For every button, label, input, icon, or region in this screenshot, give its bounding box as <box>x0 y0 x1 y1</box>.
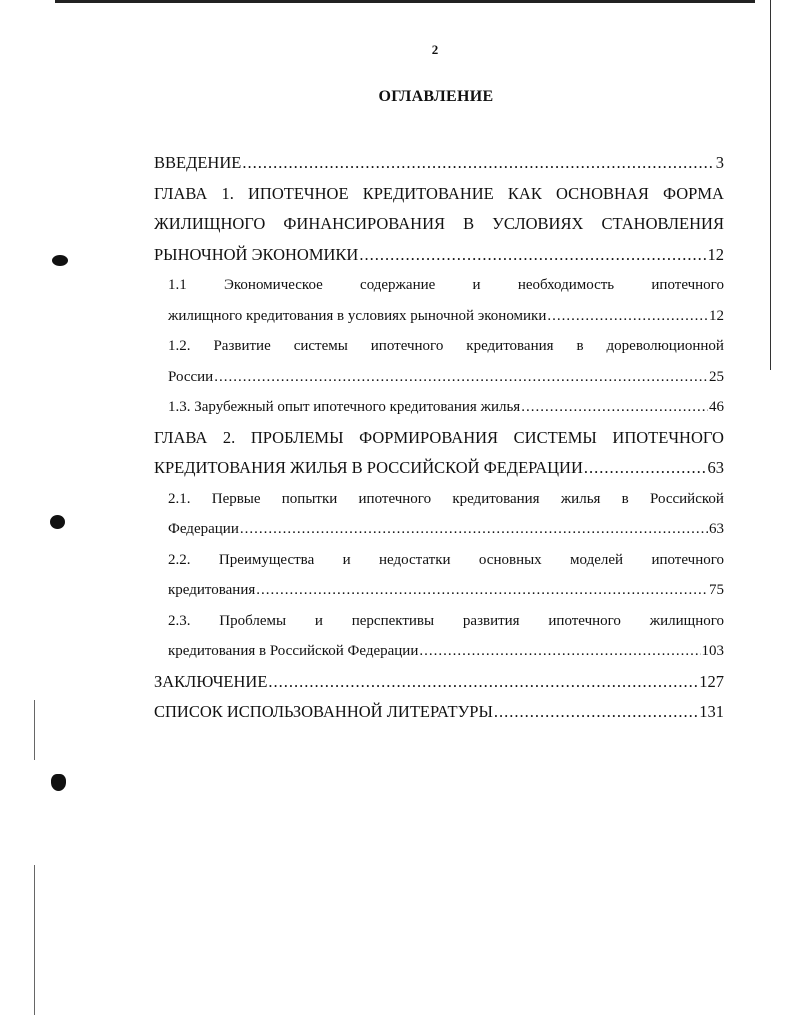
word: моделей <box>570 551 624 568</box>
toc-page-number: 3 <box>715 153 724 172</box>
toc-entry-label: Федерации <box>168 521 239 537</box>
word: Российской <box>650 490 724 507</box>
word: и <box>314 612 323 629</box>
punch-hole-mark <box>51 774 66 791</box>
word: в <box>621 490 629 507</box>
toc-entry-references[interactable] <box>154 697 724 728</box>
word: ЖИЛИЩНОГО <box>154 214 266 233</box>
word: Первые <box>211 490 261 507</box>
word: 2. <box>222 427 236 447</box>
toc-page-number: 46 <box>709 399 724 415</box>
toc-entry-label: кредитования <box>168 582 256 598</box>
toc-page-number: 12 <box>709 307 724 324</box>
word: ипотечного <box>370 338 444 354</box>
word: СТАНОВЛЕНИЯ <box>601 214 724 233</box>
word: системы <box>293 338 348 354</box>
toc-entry-intro[interactable] <box>154 148 724 179</box>
word: ПРОБЛЕМЫ <box>250 427 344 447</box>
toc-leader-dots <box>494 697 698 728</box>
toc-page-number: 25 <box>709 368 724 385</box>
scan-left-edge <box>34 700 35 760</box>
word: 1.1 <box>168 277 187 293</box>
word: недостатки <box>379 551 451 568</box>
toc-page-number: 127 <box>699 671 724 691</box>
word: попытки <box>281 490 338 507</box>
toc-entry-label: КРЕДИТОВАНИЯ ЖИЛЬЯ В РОССИЙСКОЙ ФЕДЕРАЦИИ <box>154 458 583 477</box>
toc-entry-label: РЫНОЧНОЙ ЭКОНОМИКИ <box>154 244 359 264</box>
word: 1. <box>221 183 234 203</box>
word: В <box>463 214 475 233</box>
toc-entry-label: ВВЕДЕНИЕ <box>154 153 242 172</box>
word: дореволюционной <box>606 338 724 354</box>
toc-leader-dots <box>419 636 700 667</box>
word: ИПОТЕЧНОГО <box>612 427 724 447</box>
word: ГЛАВА <box>154 183 208 203</box>
word: Проблемы <box>219 612 287 629</box>
word: развития <box>462 612 520 629</box>
table-of-contents <box>154 148 724 728</box>
toc-entry-chapter-1-cont[interactable] <box>154 209 724 240</box>
toc-entry-label: России <box>168 368 214 385</box>
toc-leader-dots <box>256 575 708 606</box>
word: ипотечного <box>651 551 724 568</box>
word: ФИНАНСИРОВАНИЯ <box>283 214 446 233</box>
toc-entry-2-2-end[interactable] <box>154 575 724 606</box>
toc-entry-label: жилищного кредитования в условиях рыночной экономики <box>168 307 547 324</box>
toc-page-number: 12 <box>707 244 724 264</box>
word: УСЛОВИЯХ <box>492 214 584 233</box>
word: перспективы <box>351 612 435 629</box>
word: ипотечного <box>651 277 724 293</box>
toc-leader-dots <box>584 453 707 484</box>
word: ипотечного <box>548 612 621 629</box>
word: ГЛАВА <box>154 427 208 447</box>
page-number: 2 <box>431 42 439 57</box>
word: Развитие <box>213 338 271 354</box>
toc-entry-label: СПИСОК ИСПОЛЬЗОВАННОЙ ЛИТЕРАТУРЫ <box>154 702 493 721</box>
toc-entry-chapter-1[interactable] <box>154 179 724 210</box>
word: 2.3. <box>168 612 191 629</box>
toc-entry-2-1-end[interactable] <box>154 514 724 545</box>
toc-entry-1-3[interactable] <box>154 392 724 423</box>
scan-top-edge <box>55 0 755 3</box>
toc-leader-dots <box>547 301 708 332</box>
word: 2.1. <box>168 490 191 507</box>
punch-hole-mark <box>52 255 68 266</box>
toc-entry-chapter-2-end[interactable] <box>154 453 724 484</box>
toc-entry-label: ЗАКЛЮЧЕНИЕ <box>154 671 268 691</box>
toc-page-number: 63 <box>709 521 724 537</box>
toc-leader-dots <box>242 148 714 179</box>
toc-page-number: 103 <box>701 643 724 659</box>
page-title: ОГЛАВЛЕНИЕ <box>378 88 494 105</box>
word: ФОРМА <box>663 183 724 203</box>
word: и <box>342 551 351 568</box>
word: кредитования <box>466 338 554 354</box>
word: ипотечного <box>358 490 432 507</box>
word: ИПОТЕЧНОЕ <box>248 183 349 203</box>
toc-entry-2-1[interactable] <box>154 484 724 515</box>
word: ОСНОВНАЯ <box>556 183 649 203</box>
word: и <box>472 277 481 293</box>
toc-leader-dots <box>214 362 708 393</box>
toc-entry-label: кредитования в Российской Федерации <box>168 643 419 659</box>
toc-leader-dots <box>359 240 706 271</box>
toc-entry-1-1-end[interactable] <box>154 301 724 332</box>
scan-left-edge <box>34 865 35 1015</box>
toc-entry-2-3[interactable] <box>154 606 724 637</box>
word: необходимость <box>517 277 615 293</box>
word: 1.2. <box>168 338 191 354</box>
toc-entry-label: 1.3. Зарубежный опыт ипотечного кредитования жилья <box>168 399 521 415</box>
word: Преимущества <box>218 551 315 568</box>
toc-entry-1-2[interactable] <box>154 331 724 362</box>
word: СИСТЕМЫ <box>513 427 597 447</box>
word: кредитования <box>452 490 540 507</box>
word: КРЕДИТОВАНИЕ <box>362 183 494 203</box>
toc-entry-chapter-1-end[interactable] <box>154 240 724 271</box>
toc-entry-2-3-end[interactable] <box>154 636 724 667</box>
word: жилищного <box>649 612 724 629</box>
toc-page-number: 63 <box>707 458 724 477</box>
toc-leader-dots <box>521 392 708 423</box>
toc-leader-dots <box>268 667 698 698</box>
toc-entry-conclusion[interactable] <box>154 667 724 698</box>
word: в <box>576 338 584 354</box>
toc-entry-1-2-end[interactable] <box>154 362 724 393</box>
punch-hole-mark <box>50 515 65 529</box>
toc-page-number: 75 <box>709 582 724 598</box>
word: содержание <box>360 277 436 293</box>
toc-page-number: 131 <box>699 702 724 721</box>
word: основных <box>478 551 542 568</box>
toc-leader-dots <box>240 514 708 545</box>
toc-entry-1-1[interactable] <box>154 270 724 301</box>
toc-entry-2-2[interactable] <box>154 545 724 576</box>
word: Экономическое <box>224 277 323 293</box>
word: ФОРМИРОВАНИЯ <box>359 427 499 447</box>
word: жилья <box>560 490 601 507</box>
word: КАК <box>507 183 542 203</box>
word: 2.2. <box>168 551 191 568</box>
toc-entry-chapter-2[interactable] <box>154 423 724 454</box>
